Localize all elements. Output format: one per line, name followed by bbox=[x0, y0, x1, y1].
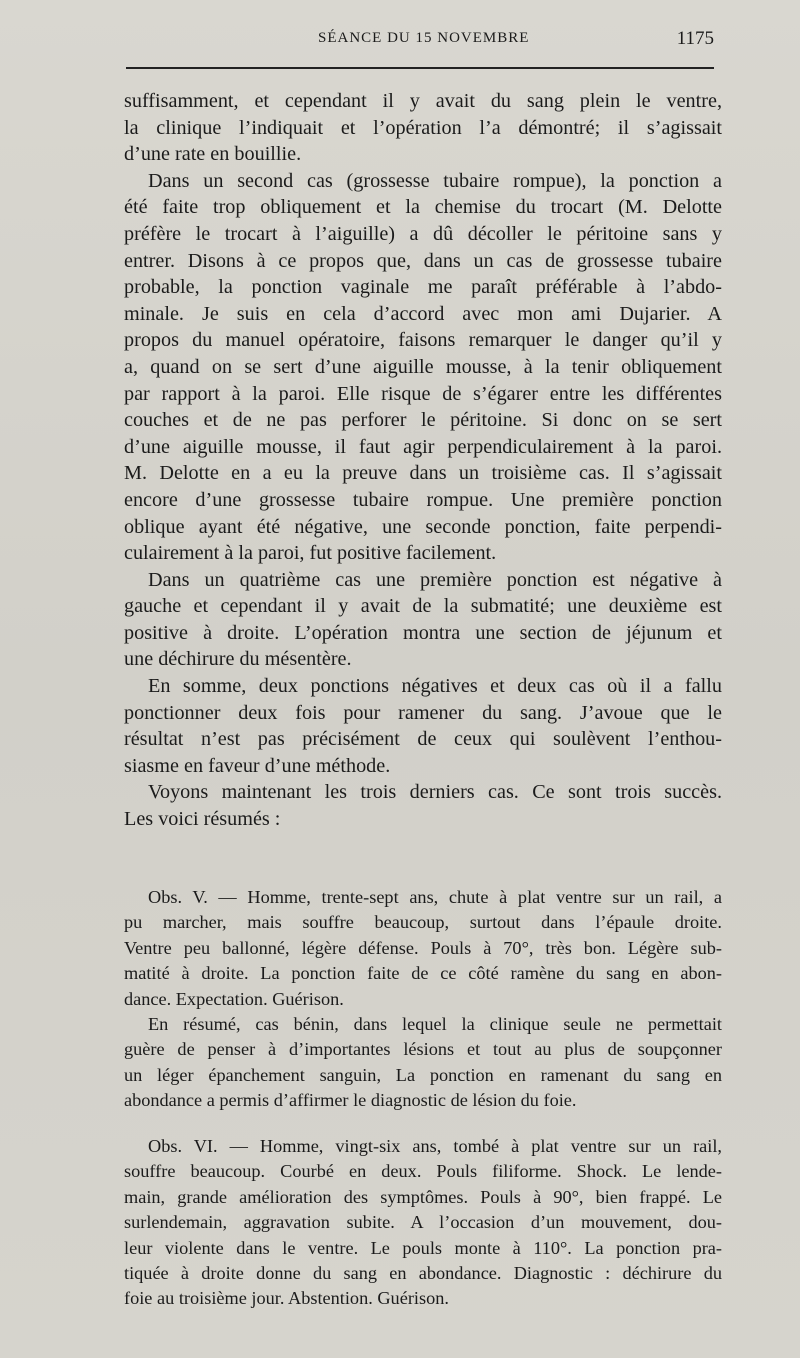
obs-line: surlendemain, aggravation subite. A l’occasion d’un mouvement, dou- bbox=[124, 1212, 722, 1233]
text-line: a, quand on se sert d’une aiguille mousse, à la tenir obliquement bbox=[124, 355, 722, 378]
text-line: propos du manuel opératoire, faisons remarquer le danger qu’il y bbox=[124, 329, 722, 352]
obs-line: dance. Expectation. Guérison. bbox=[124, 988, 344, 1009]
obs-line: abondance a permis d’affirmer le diagnostic de lésion du foie. bbox=[124, 1090, 577, 1111]
text-line: Voyons maintenant les trois derniers cas. Ce sont trois succès. bbox=[148, 781, 722, 804]
text-line: par rapport à la paroi. Elle risque de s’égarer entre les différentes bbox=[124, 382, 722, 405]
text-line: En somme, deux ponctions négatives et deux cas où il a fallu bbox=[148, 675, 722, 698]
text-line: culairement à la paroi, fut positive facilement. bbox=[124, 542, 497, 565]
text-line: siasme en faveur d’une méthode. bbox=[124, 754, 391, 777]
text-line: couches et de ne pas perforer le péritoine. Si donc on se sert bbox=[124, 409, 722, 432]
header-rule bbox=[126, 67, 714, 69]
text-line: Dans un quatrième cas une première ponction est négative à bbox=[148, 568, 722, 591]
text-line: probable, la ponction vaginale me paraît préférable à l’abdo- bbox=[124, 276, 722, 299]
text-line: oblique ayant été négative, une seconde ponction, faite perpendi- bbox=[124, 515, 722, 538]
obs-line: main, grande amélioration des symptômes. Pouls à 90°, bien frappé. Le bbox=[124, 1186, 722, 1207]
obs-line: guère de penser à d’importantes lésions et tout au plus de soupçonner bbox=[124, 1039, 722, 1060]
observation-6 bbox=[124, 1134, 722, 1312]
obs-line: souffre beaucoup. Courbé en deux. Pouls filiforme. Shock. Le lende- bbox=[124, 1161, 722, 1182]
obs-line: leur violente dans le ventre. Le pouls monte à 110°. La ponction pra- bbox=[124, 1237, 722, 1258]
obs-line: foie au troisième jour. Abstention. Guérison. bbox=[124, 1288, 449, 1309]
text-line: suffisamment, et cependant il y avait du sang plein le ventre, bbox=[124, 90, 722, 112]
obs-line: tiquée à droite donne du sang en abondance. Diagnostic : déchirure du bbox=[124, 1263, 722, 1284]
text-line: la clinique l’indiquait et l’opération l’a démontré; il s’agissait bbox=[124, 116, 722, 139]
obs-line: Ventre peu ballonné, légère défense. Pouls à 70°, très bon. Légère sub- bbox=[124, 937, 722, 958]
text-line: positive à droite. L’opération montra une section de jéjunum et bbox=[124, 621, 722, 644]
text-line: gauche et cependant il y avait de la submatité; une deuxième est bbox=[124, 595, 722, 618]
text-line: encore d’une grossesse tubaire rompue. Une première ponction bbox=[124, 488, 722, 511]
obs-line: Obs. V. — Homme, trente-sept ans, chute à plat ventre sur un rail, a bbox=[148, 887, 722, 907]
text-line: d’une rate en bouillie. bbox=[124, 143, 302, 166]
main-text bbox=[124, 88, 722, 833]
text-line: ponctionner deux fois pour ramener du sang. J’avoue que le bbox=[124, 701, 722, 724]
obs-line: Obs. VI. — Homme, vingt-six ans, tombé à plat ventre sur un rail, bbox=[148, 1136, 722, 1156]
obs-line: matité à droite. La ponction faite de ce côté ramène du sang en abon- bbox=[124, 963, 722, 984]
page-number: 1175 bbox=[676, 28, 714, 49]
text-line: minale. Je suis en cela d’accord avec mon ami Dujarier. A bbox=[124, 302, 722, 325]
text-line: Les voici résumés : bbox=[124, 808, 281, 831]
text-line: entrer. Disons à ce propos que, dans un cas de grossesse tubaire bbox=[124, 249, 722, 272]
text-line: d’une aiguille mousse, il faut agir perpendiculairement à la paroi. bbox=[124, 435, 722, 458]
text-line: préfère le trocart à l’aiguille) a dû décoller le péritoine sans y bbox=[124, 222, 722, 245]
text-line: Dans un second cas (grossesse tubaire rompue), la ponction a bbox=[148, 169, 722, 192]
obs-line: En résumé, cas bénin, dans lequel la clinique seule ne permettait bbox=[148, 1014, 722, 1035]
obs-line: un léger épanchement sanguin, La ponction en ramenant du sang en bbox=[124, 1064, 722, 1085]
obs-line: pu marcher, mais souffre beaucoup, surtout dans l’épaule droite. bbox=[124, 912, 722, 933]
text-line: M. Delotte en a eu la preuve dans un troisième cas. Il s’agissait bbox=[124, 462, 722, 485]
text-line: résultat n’est pas précisément de ceux qui soulèvent l’enthou- bbox=[124, 728, 722, 751]
observation-5 bbox=[124, 885, 722, 1114]
text-line: été faite trop obliquement et la chemise du trocart (M. Delotte bbox=[124, 196, 722, 219]
page-header bbox=[120, 26, 714, 54]
running-head: SÉANCE DU 15 NOVEMBRE bbox=[318, 30, 530, 46]
text-line: une déchirure du mésentère. bbox=[124, 648, 352, 671]
